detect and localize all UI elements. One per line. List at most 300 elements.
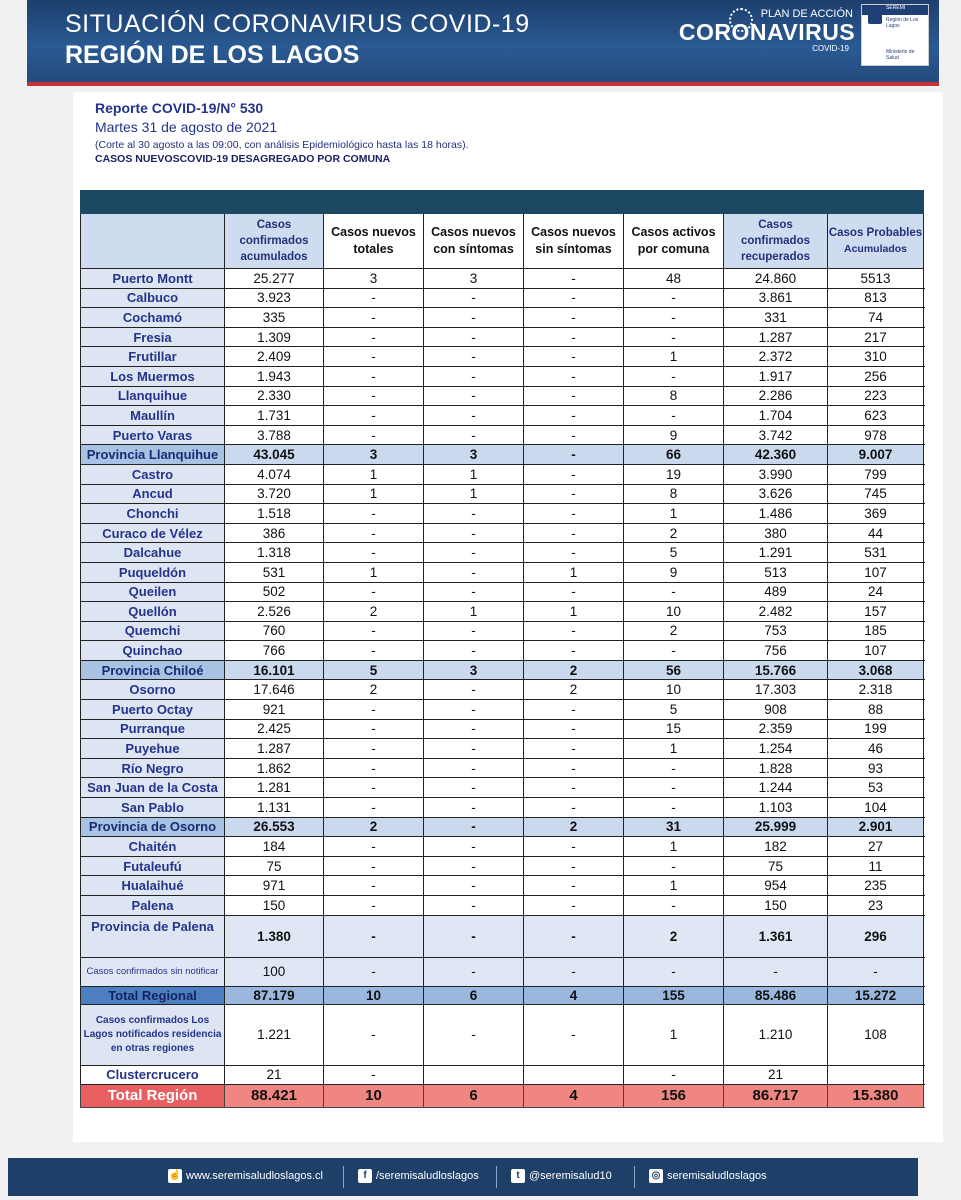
cell-value: - [324, 523, 424, 543]
cell-value: 2 [524, 660, 624, 680]
cell-value: 1.287 [724, 327, 828, 347]
cell-value: 1.943 [225, 366, 324, 386]
cell-value: 2 [524, 680, 624, 700]
report-info [95, 100, 469, 165]
cell-value: 27 [828, 837, 924, 857]
table-row [81, 680, 924, 700]
cell-value: - [424, 876, 524, 896]
seremi-logo [861, 4, 929, 66]
table-row [81, 288, 924, 308]
cell-value: 15.272 [828, 986, 924, 1004]
cell-value: 331 [724, 308, 828, 328]
cell-value: - [424, 641, 524, 661]
cell-value: 971 [225, 876, 324, 896]
row-label: Puqueldón [81, 562, 225, 582]
cell-value: 3.788 [225, 425, 324, 445]
cell-value: 1 [324, 464, 424, 484]
cell-value: 9 [624, 425, 724, 445]
cell-value: 150 [724, 896, 828, 916]
cell-value: - [324, 1065, 424, 1084]
cell-value: 1.318 [225, 543, 324, 563]
footer-facebook[interactable] [358, 1169, 479, 1183]
cell-value: 10 [624, 602, 724, 622]
table-row [81, 778, 924, 798]
cell-value: - [524, 915, 624, 957]
seremi-logo-ministry: Ministerio de Salud [886, 49, 915, 61]
cell-value: 1 [524, 562, 624, 582]
cell-value: - [424, 366, 524, 386]
cell-value: 2.318 [828, 680, 924, 700]
table-row [81, 896, 924, 916]
cell-value: - [524, 464, 624, 484]
cell-value: 100 [225, 957, 324, 986]
cell-value: - [324, 543, 424, 563]
cell-value: 310 [828, 347, 924, 367]
cell-value: - [324, 641, 424, 661]
cell-value: 87.179 [225, 986, 324, 1004]
header-activos: Casos activos por comuna [624, 214, 724, 269]
cell-value: - [424, 680, 524, 700]
table-row [81, 504, 924, 524]
cell-value: 10 [624, 680, 724, 700]
cell-value: 531 [828, 543, 924, 563]
cell-value: 2.526 [225, 602, 324, 622]
cell-value [424, 1065, 524, 1084]
cell-value: 3.720 [225, 484, 324, 504]
cell-value: 1.291 [724, 543, 828, 563]
cell-value: 1.221 [225, 1004, 324, 1065]
table-row [81, 543, 924, 563]
cell-value: - [424, 406, 524, 426]
table-row [81, 484, 924, 504]
row-label: Provincia Llanquihue [81, 445, 225, 465]
cell-value: - [524, 308, 624, 328]
cell-value: 954 [724, 876, 828, 896]
footer-twitter[interactable] [511, 1169, 612, 1183]
cell-value: - [524, 582, 624, 602]
cell-value: 1 [624, 837, 724, 857]
cell-value: - [624, 366, 724, 386]
table-row [81, 464, 924, 484]
row-label: Palena [81, 896, 225, 916]
row-label: Quinchao [81, 641, 225, 661]
row-label: Ancud [81, 484, 225, 504]
cell-value: 3.861 [724, 288, 828, 308]
row-label: Total Regional [81, 986, 225, 1004]
cell-value: 2 [324, 602, 424, 622]
cell-value: 2 [624, 915, 724, 957]
table-row-prov [81, 445, 924, 465]
table-row [81, 758, 924, 778]
table-body [81, 269, 924, 1108]
cell-value: - [524, 484, 624, 504]
cell-value: - [524, 778, 624, 798]
facebook-icon: f [358, 1169, 372, 1183]
cell-value: 43.045 [225, 445, 324, 465]
cell-value: - [424, 758, 524, 778]
cell-value: 104 [828, 798, 924, 818]
cell-value: 24 [828, 582, 924, 602]
cell-value: - [424, 386, 524, 406]
row-label: Total Región [81, 1084, 225, 1107]
cell-value: - [624, 896, 724, 916]
table-row [81, 719, 924, 739]
cell-value: - [828, 957, 924, 986]
cell-value: 155 [624, 986, 724, 1004]
twitter-icon: t [511, 1169, 525, 1183]
cell-value: - [424, 582, 524, 602]
table-row [81, 641, 924, 661]
cell-value: 386 [225, 523, 324, 543]
cell-value: 3.742 [724, 425, 828, 445]
cell-value: 2 [624, 523, 724, 543]
cell-value: 1.309 [225, 327, 324, 347]
table-row [81, 798, 924, 818]
plan-label: PLAN DE ACCIÓN [760, 8, 853, 20]
cell-value: 1 [624, 504, 724, 524]
cell-value: - [524, 366, 624, 386]
cell-value: 296 [828, 915, 924, 957]
table-row-palena [81, 915, 924, 957]
cell-value: 17.303 [724, 680, 828, 700]
cell-value: 1.131 [225, 798, 324, 818]
cell-value: 107 [828, 641, 924, 661]
cell-value: 25.277 [225, 269, 324, 289]
cell-value: 513 [724, 562, 828, 582]
cell-value: - [524, 758, 624, 778]
cell-value: - [524, 876, 624, 896]
cell-value: - [524, 641, 624, 661]
cell-value: 6 [424, 986, 524, 1004]
row-label: Futaleufú [81, 856, 225, 876]
seremi-logo-title: SEREMI [862, 5, 928, 15]
cell-value: 23 [828, 896, 924, 916]
cell-value: - [524, 837, 624, 857]
cell-value: 256 [828, 366, 924, 386]
row-label: Maullín [81, 406, 225, 426]
footer-web[interactable] [168, 1169, 323, 1183]
cell-value: - [424, 621, 524, 641]
cell-value: - [324, 700, 424, 720]
cell-value: - [624, 327, 724, 347]
row-label: San Juan de la Costa [81, 778, 225, 798]
row-label: Provincia de Palena [81, 915, 225, 957]
table-row [81, 366, 924, 386]
cell-value: 86.717 [724, 1084, 828, 1107]
cell-value: 766 [225, 641, 324, 661]
cell-value: - [524, 896, 624, 916]
cell-value: - [324, 758, 424, 778]
table-top-bar [81, 191, 924, 214]
cell-value: - [324, 1004, 424, 1065]
cell-value: 24.860 [724, 269, 828, 289]
cell-value: - [424, 896, 524, 916]
cell-value: 19 [624, 464, 724, 484]
cell-value: 11 [828, 856, 924, 876]
table-row [81, 602, 924, 622]
cell-value: 1.704 [724, 406, 828, 426]
cell-value: 21 [225, 1065, 324, 1084]
cell-value: 921 [225, 700, 324, 720]
cell-value: - [424, 347, 524, 367]
cell-value: - [324, 621, 424, 641]
cell-value: 56 [624, 660, 724, 680]
web-icon: ☝ [168, 1170, 182, 1181]
cell-value: 26.553 [225, 817, 324, 837]
cell-value: 753 [724, 621, 828, 641]
covid-label: COVID-19 [812, 44, 849, 53]
cell-value: - [624, 778, 724, 798]
footer-instagram-text: seremisaludloslagos [667, 1170, 767, 1182]
cell-value: 5513 [828, 269, 924, 289]
cell-value: 10 [324, 986, 424, 1004]
cell-value: 1 [624, 347, 724, 367]
cell-value: - [324, 739, 424, 759]
cell-value: 42.360 [724, 445, 828, 465]
cell-value: 2.482 [724, 602, 828, 622]
cell-value: - [524, 269, 624, 289]
cell-value: 21 [724, 1065, 828, 1084]
cell-value: 223 [828, 386, 924, 406]
row-label: Hualaihué [81, 876, 225, 896]
cell-value: 3 [424, 660, 524, 680]
cell-value: 1 [624, 1004, 724, 1065]
table-row [81, 739, 924, 759]
cell-value: 3 [424, 269, 524, 289]
cell-value: 75 [225, 856, 324, 876]
cell-value: 2 [624, 621, 724, 641]
cell-value: - [524, 327, 624, 347]
cell-value: - [424, 1004, 524, 1065]
header-nuevos-con-sintomas: Casos nuevos con síntomas [424, 214, 524, 269]
cell-value: 531 [225, 562, 324, 582]
table-row [81, 406, 924, 426]
cell-value: 15 [624, 719, 724, 739]
header-nuevos-totales: Casos nuevos totales [324, 214, 424, 269]
cell-value: - [524, 347, 624, 367]
cell-value: 10 [324, 1084, 424, 1107]
cell-value: 623 [828, 406, 924, 426]
cell-value: - [524, 445, 624, 465]
cell-value: 2.901 [828, 817, 924, 837]
table-row-sinnot [81, 957, 924, 986]
cell-value: 1.862 [225, 758, 324, 778]
cell-value: 1.281 [225, 778, 324, 798]
row-label: Calbuco [81, 288, 225, 308]
cell-value: - [524, 504, 624, 524]
table-row [81, 425, 924, 445]
cell-value: - [324, 778, 424, 798]
cell-value: 2.409 [225, 347, 324, 367]
cell-value: - [424, 915, 524, 957]
row-label: Frutillar [81, 347, 225, 367]
cell-value: 2.286 [724, 386, 828, 406]
row-label: Llanquihue [81, 386, 225, 406]
cell-value: 6 [424, 1084, 524, 1107]
table-row [81, 621, 924, 641]
cell-value: 813 [828, 288, 924, 308]
cell-value: 2.372 [724, 347, 828, 367]
cell-value: 1 [424, 602, 524, 622]
cell-value: 88 [828, 700, 924, 720]
cell-value: 2 [324, 680, 424, 700]
cell-value: - [324, 288, 424, 308]
table-row [81, 582, 924, 602]
cell-value: - [424, 504, 524, 524]
cell-value: 5 [624, 700, 724, 720]
cell-value: - [624, 582, 724, 602]
cell-value: 1 [524, 602, 624, 622]
cell-value: - [324, 386, 424, 406]
cell-value: - [524, 523, 624, 543]
row-label: Casos confirmados sin notificar [81, 957, 225, 986]
cell-value: 1.486 [724, 504, 828, 524]
report-header-banner [27, 0, 939, 86]
cell-value: - [424, 778, 524, 798]
cell-value: 2.330 [225, 386, 324, 406]
cell-value: - [424, 837, 524, 857]
cell-value: - [424, 817, 524, 837]
cell-value: 46 [828, 739, 924, 759]
cell-value: 908 [724, 700, 828, 720]
row-label: Dalcahue [81, 543, 225, 563]
table-row [81, 876, 924, 896]
table-row-otras [81, 1004, 924, 1065]
cell-value: 1.361 [724, 915, 828, 957]
cell-value: - [624, 1065, 724, 1084]
cell-value: - [524, 1004, 624, 1065]
row-label: Quellón [81, 602, 225, 622]
cell-value: 3 [424, 445, 524, 465]
cell-value: 3.923 [225, 288, 324, 308]
table-row [81, 347, 924, 367]
cell-value: 380 [724, 523, 828, 543]
cell-value: 4.074 [225, 464, 324, 484]
cell-value: - [624, 308, 724, 328]
seremi-logo-region: Región de Los Lagos [886, 17, 919, 29]
cell-value: - [324, 347, 424, 367]
cell-value: 8 [624, 484, 724, 504]
cell-value: - [424, 327, 524, 347]
virus-icon [729, 8, 753, 32]
cell-value: - [524, 856, 624, 876]
cell-value: - [324, 856, 424, 876]
cell-value: 1 [424, 464, 524, 484]
cell-value: 978 [828, 425, 924, 445]
chile-seal-icon [868, 8, 882, 24]
cell-value: - [324, 308, 424, 328]
cell-value: - [324, 876, 424, 896]
cell-value: 1 [324, 484, 424, 504]
cell-value: 44 [828, 523, 924, 543]
cell-value: - [424, 425, 524, 445]
cell-value: 799 [828, 464, 924, 484]
instagram-icon: ◎ [649, 1169, 663, 1183]
row-label: Puerto Varas [81, 425, 225, 445]
cell-value: 25.999 [724, 817, 828, 837]
cell-value: 85.486 [724, 986, 828, 1004]
row-label: Quemchi [81, 621, 225, 641]
cell-value: - [424, 798, 524, 818]
cell-value: - [424, 719, 524, 739]
cell-value: 53 [828, 778, 924, 798]
cell-value: 48 [624, 269, 724, 289]
table-row [81, 523, 924, 543]
cell-value: 3.990 [724, 464, 828, 484]
table-row [81, 327, 924, 347]
cell-value [524, 1065, 624, 1084]
row-label: Osorno [81, 680, 225, 700]
cell-value: 9 [624, 562, 724, 582]
cell-value: 1.287 [225, 739, 324, 759]
cell-value: - [424, 700, 524, 720]
plan-de-accion-logo [677, 8, 857, 53]
table-row [81, 700, 924, 720]
row-label: Chonchi [81, 504, 225, 524]
footer-facebook-text: /seremisaludloslagos [376, 1170, 479, 1182]
cell-value: 1.244 [724, 778, 828, 798]
row-label: Puerto Octay [81, 700, 225, 720]
row-label: Castro [81, 464, 225, 484]
row-label: Puyehue [81, 739, 225, 759]
row-label: Puerto Montt [81, 269, 225, 289]
cell-value: - [324, 837, 424, 857]
cell-value: 8 [624, 386, 724, 406]
cell-value: 760 [225, 621, 324, 641]
cell-value: - [524, 719, 624, 739]
footer-divider [343, 1166, 344, 1188]
cell-value: 502 [225, 582, 324, 602]
cell-value: 107 [828, 562, 924, 582]
table-row [81, 856, 924, 876]
cell-value: - [524, 406, 624, 426]
cell-value: - [424, 288, 524, 308]
cell-value: - [524, 386, 624, 406]
cell-value: - [324, 896, 424, 916]
cell-value: 15.766 [724, 660, 828, 680]
cell-value: - [524, 739, 624, 759]
cell-value: - [424, 856, 524, 876]
cell-value: - [324, 425, 424, 445]
cell-value: - [624, 406, 724, 426]
table-row-totreg [81, 986, 924, 1004]
covid-cases-table [80, 190, 924, 1108]
footer-instagram[interactable] [649, 1169, 767, 1183]
footer-divider [496, 1166, 497, 1188]
cell-value: - [324, 582, 424, 602]
row-label: Curaco de Vélez [81, 523, 225, 543]
cell-value: - [524, 957, 624, 986]
cell-value: 108 [828, 1004, 924, 1065]
table-row [81, 386, 924, 406]
cell-value: 2.425 [225, 719, 324, 739]
report-cutoff: (Corte al 30 agosto a las 09:00, con análisis Epidemiológico hasta las 18 horas). [95, 139, 469, 151]
footer-twitter-text: @seremisalud10 [529, 1170, 612, 1182]
cell-value: 5 [324, 660, 424, 680]
footer-divider [634, 1166, 635, 1188]
coronavirus-label: CORONAVIRUS [678, 19, 856, 45]
cell-value: - [324, 957, 424, 986]
cell-value: 185 [828, 621, 924, 641]
row-label: Los Muermos [81, 366, 225, 386]
cell-value: 16.101 [225, 660, 324, 680]
cell-value: 9.007 [828, 445, 924, 465]
header-nuevos-sin-sintomas: Casos nuevos sin síntomas [524, 214, 624, 269]
cell-value: 74 [828, 308, 924, 328]
cell-value: - [424, 308, 524, 328]
cell-value: 217 [828, 327, 924, 347]
row-label: San Pablo [81, 798, 225, 818]
